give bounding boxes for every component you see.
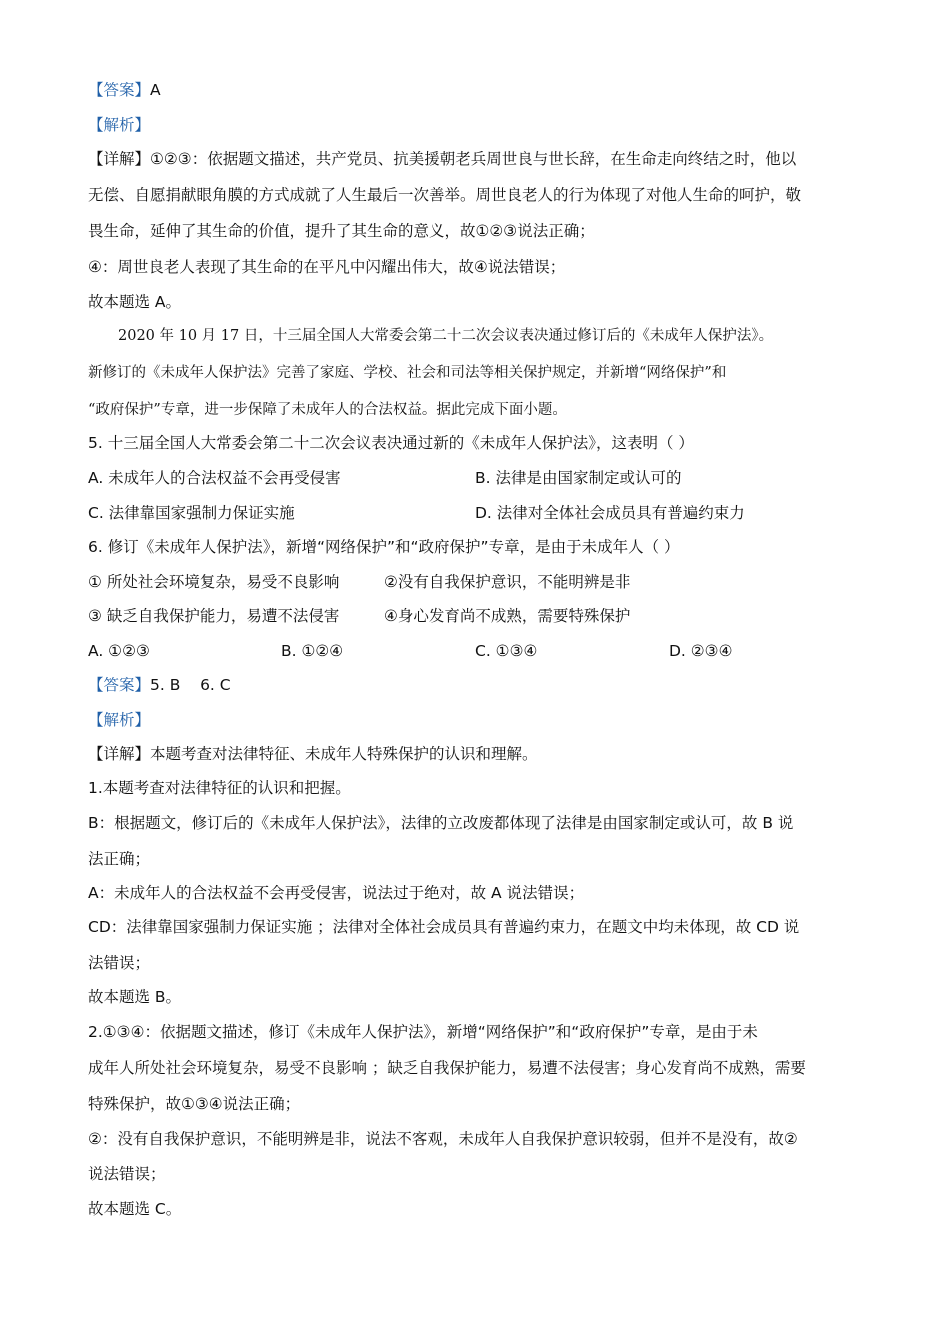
answer-tag: 【答案】: [88, 81, 151, 99]
q56-detail-line-5: A：未成年人的合法权益不会再受侵害，说法过于绝对，故 A 说法错误；: [88, 884, 585, 902]
q6-statement-1: ① 所处社会环境复杂，易受不良影响: [88, 573, 340, 591]
q4-detail-line-1: [88, 148, 796, 170]
q4-answer-line: [88, 79, 161, 101]
q56-detail-line-6: CD：法律靠国家强制力保证实施 ；法律对全体社会成员具有普遍约束力，在题文中均未体现，故 CD 说: [88, 918, 800, 936]
q6-option-b: B. ①②④: [281, 642, 344, 660]
q6-option-a: A. ①②③: [88, 642, 150, 660]
q6-stem: 6. 修订《未成年人保护法》，新增“网络保护”和“政府保护”专章，是由于未成年人（ ）: [88, 538, 680, 556]
q56-detail-line-11: 特殊保护，故①③④说法正确；: [88, 1095, 301, 1113]
q6-option-d: D. ②③④: [669, 642, 733, 660]
q4-detail-line-5: 故本题选 A。: [88, 293, 182, 311]
q5-stem: 5. 十三届全国人大常委会第二十二次会议表决通过新的《未成年人保护法》，这表明（ ）: [88, 434, 694, 452]
q56-detail-line-2: 1.本题考查对法律特征的认识和把握。: [88, 779, 351, 797]
q5-option-a: A. 未成年人的合法权益不会再受侵害: [88, 469, 341, 487]
answer-text: 5. B 6. C: [150, 676, 231, 694]
q5-option-c: C. 法律靠国家强制力保证实施: [88, 504, 295, 522]
q4-detail-line-2: 无偿、自愿捐献眼角膜的方式成就了人生最后一次善举。周世良老人的行为体现了对他人生命的呵护，敬: [88, 186, 802, 204]
q6-statement-4: ④身心发育尚不成熟，需要特殊保护: [384, 607, 631, 625]
q56-detail-line-1: [88, 743, 538, 765]
q56-detail-line-7: 法错误；: [88, 954, 151, 972]
q5-option-d: D. 法律对全体社会成员具有普遍约束力: [475, 504, 745, 522]
q56-detail-line-3: B：根据题文，修订后的《未成年人保护法》，法律的立改废都体现了法律是由国家制定或认可，故 B 说: [88, 814, 794, 832]
q56-detail-line-12: ②：没有自我保护意识，不能明辨是非，说法不客观，未成年人自我保护意识较弱，但并不是没有，故②: [88, 1130, 798, 1148]
q56-detail-line-10: 成年人所处社会环境复杂，易受不良影响 ；缺乏自我保护能力，易遭不法侵害；身心发育尚不成熟，需要: [88, 1059, 806, 1077]
q56-detail-line-13: 说法错误；: [88, 1165, 166, 1183]
analysis-tag: 【解析】: [88, 116, 151, 134]
analysis-tag: 【解析】: [88, 711, 151, 729]
material-line-3: “政府保护”专章，进一步保障了未成年人的合法权益。据此完成下面小题。: [88, 402, 567, 418]
q6-option-c: C. ①③④: [475, 642, 538, 660]
answer-text: A: [150, 81, 161, 99]
q56-detail-line-8: 故本题选 B。: [88, 988, 182, 1006]
q5-option-b: B. 法律是由国家制定或认可的: [475, 469, 682, 487]
q56-detail-line-4: 法正确；: [88, 850, 151, 868]
q4-detail-line-3: 畏生命，延伸了其生命的价值，提升了其生命的意义，故①②③说法正确；: [88, 222, 595, 240]
detail-text: 本题考查对法律特征、未成年人特殊保护的认识和理解。: [150, 745, 538, 763]
detail-tag: 【详解】: [88, 745, 151, 763]
material-line-2: 新修订的《未成年人保护法》完善了家庭、学校、社会和司法等相关保护规定，并新增“网络保护”和: [88, 365, 727, 381]
q4-detail-line-4: ④：周世良老人表现了其生命的在平凡中闪耀出伟大，故④说法错误；: [88, 258, 566, 276]
answer-tag: 【答案】: [88, 676, 151, 694]
q6-statement-3: ③ 缺乏自我保护能力，易遭不法侵害: [88, 607, 340, 625]
material-line-1: 2020 年 10 月 17 日，十三届全国人大常委会第二十二次会议表决通过修订后的《未成年人保护法》。: [118, 328, 774, 344]
q56-detail-line-9: 2.①③④：依据题文描述，修订《未成年人保护法》，新增“网络保护”和“政府保护”专章，是由于未: [88, 1023, 758, 1041]
q56-answer-line: [88, 674, 231, 696]
detail-text: ①②③：依据题文描述，共产党员、抗美援朝老兵周世良与世长辞，在生命走向终结之时，他以: [150, 150, 797, 168]
q56-detail-line-14: 故本题选 C。: [88, 1200, 182, 1218]
detail-tag: 【详解】: [88, 150, 151, 168]
q6-statement-2: ②没有自我保护意识，不能明辨是非: [384, 573, 631, 591]
